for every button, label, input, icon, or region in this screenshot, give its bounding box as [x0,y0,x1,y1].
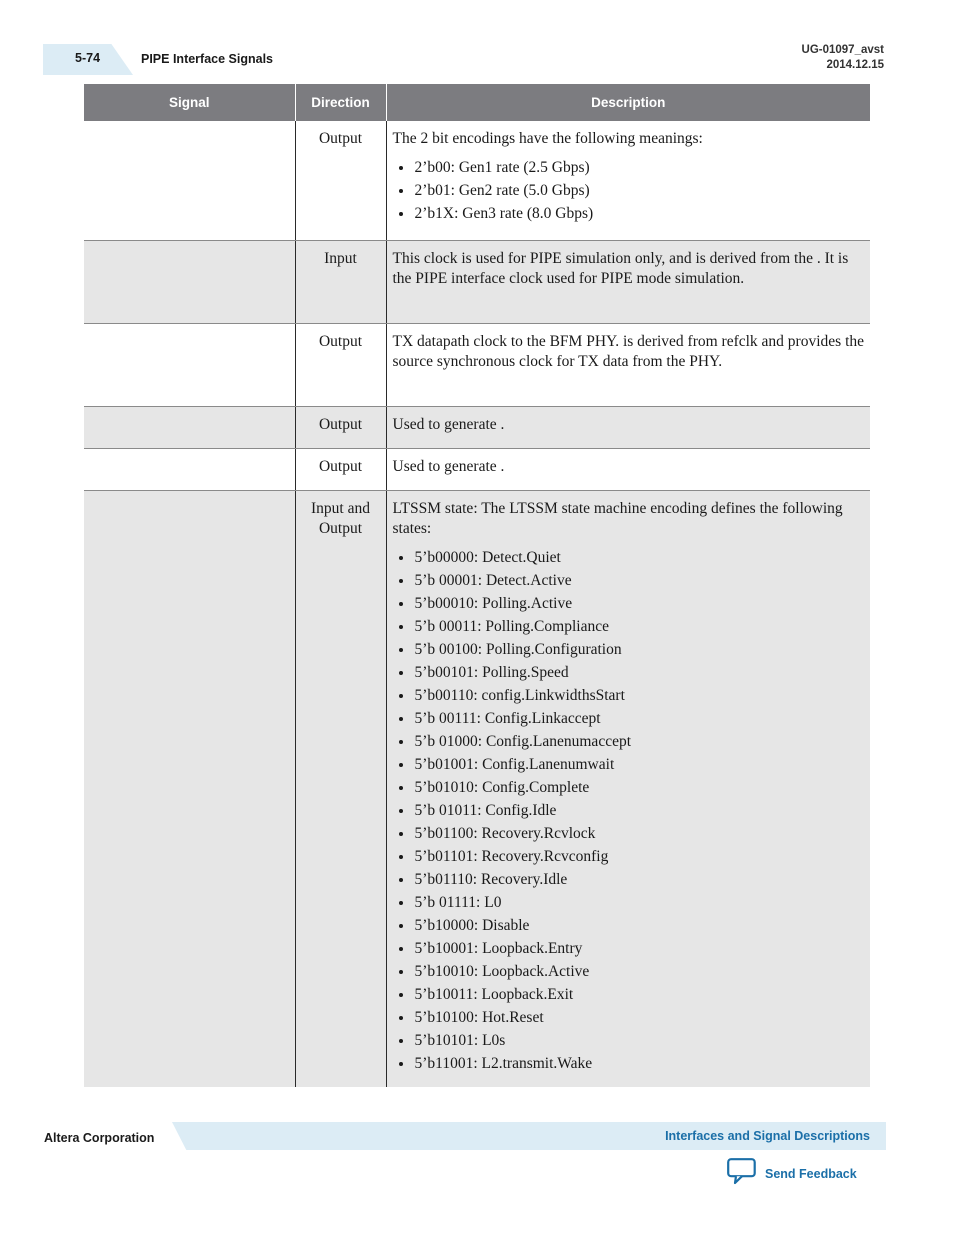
direction-cell: Output [295,121,386,240]
doc-info [802,43,884,73]
section-title: PIPE Interface Signals [141,52,273,66]
list-item: • 5’b 00011: Polling.Compliance [414,617,865,638]
list-item: • 5’b10101: L0s [414,1031,865,1052]
column-header-direction: Direction [295,84,386,121]
table-row [84,240,870,323]
list-item: • 5’b 01111: L0 [414,893,865,914]
list-item: • 5’b01101: Recovery.Rcvconfig [414,847,865,868]
list-item: • 5’b 00100: Polling.Configuration [414,640,865,661]
list-item: • 5’b10000: Disable [414,916,865,937]
list-item: • 5’b10010: Loopback.Active [414,962,865,983]
description-text: This clock is used for PIPE simulation only, and is derived from the . It is the PIPE interface clock used for PIPE mode simulation. [392,249,849,287]
doc-date: 2014.12.15 [826,59,884,71]
direction-cell: Output [295,323,386,406]
column-header-description: Description [386,84,870,121]
bullet-list [393,158,865,225]
company-name: Altera Corporation [44,1131,155,1145]
description-cell [386,121,870,240]
list-item: • 5’b00010: Polling.Active [414,594,865,615]
signal-cell [84,240,295,323]
signal-cell [84,323,295,406]
table-header-row [84,84,870,121]
list-item: • 5’b 00001: Detect.Active [414,571,865,592]
list-item: • 5’b11001: L2.transmit.Wake [414,1054,865,1075]
signal-cell [84,121,295,240]
description-text: Used to generate . [392,457,505,475]
direction-cell: Output [295,448,386,490]
table-row [84,323,870,406]
list-item: • 2’b00: Gen1 rate (2.5 Gbps) [414,158,865,179]
list-item: • 2’b1X: Gen3 rate (8.0 Gbps) [414,204,865,225]
signal-table [84,84,870,1087]
list-item: • 5’b10100: Hot.Reset [414,1008,865,1029]
table-row [84,490,870,1087]
list-item: • 2’b01: Gen2 rate (5.0 Gbps) [414,181,865,202]
table-row [84,448,870,490]
send-feedback-label: Send Feedback [765,1167,857,1181]
description-cell [386,240,870,323]
direction-cell: Input [295,240,386,323]
send-feedback-button[interactable] [727,1158,857,1190]
list-item: • 5’b 01000: Config.Lanenumaccept [414,732,865,753]
table-row [84,121,870,240]
table-body [84,121,870,1087]
description-cell [386,323,870,406]
description-cell [386,490,870,1087]
list-item: • 5’b00000: Detect.Quiet [414,548,865,569]
signal-cell [84,406,295,448]
list-item: • 5’b10011: Loopback.Exit [414,985,865,1006]
description-cell [386,406,870,448]
description-text: LTSSM state: The LTSSM state machine encoding defines the following states: [392,499,843,537]
column-header-signal: Signal [84,84,295,121]
list-item: • 5’b01001: Config.Lanenumwait [414,755,865,776]
description-cell [386,448,870,490]
footer-section-link[interactable]: Interfaces and Signal Descriptions [665,1129,870,1143]
bullet-list [393,548,865,1075]
description-text: The 2 bit encodings have the following meanings: [392,130,703,147]
description-text: Used to generate . [392,415,505,433]
list-item: • 5’b01110: Recovery.Idle [414,870,865,891]
list-item: • 5’b10001: Loopback.Entry [414,939,865,960]
list-item: • 5’b00101: Polling.Speed [414,663,865,684]
doc-id: UG-01097_avst [801,44,884,56]
description-text: TX datapath clock to the BFM PHY. is derived from refclk and provides the source synchronous clock for TX data from the PHY. [392,332,865,370]
list-item: • 5’b01100: Recovery.Rcvlock [414,824,865,845]
list-item: • 5’b 00111: Config.Linkaccept [414,709,865,730]
list-item: • 5’b 01011: Config.Idle [414,801,865,822]
list-item: • 5’b01010: Config.Complete [414,778,865,799]
direction-cell: Output [295,406,386,448]
signal-cell [84,490,295,1087]
signal-cell [84,448,295,490]
speech-bubble-icon [727,1158,756,1190]
list-item: • 5’b00110: config.LinkwidthsStart [414,686,865,707]
table-row [84,406,870,448]
direction-cell: Input and Output [295,490,386,1087]
page-number: 5-74 [75,51,101,65]
